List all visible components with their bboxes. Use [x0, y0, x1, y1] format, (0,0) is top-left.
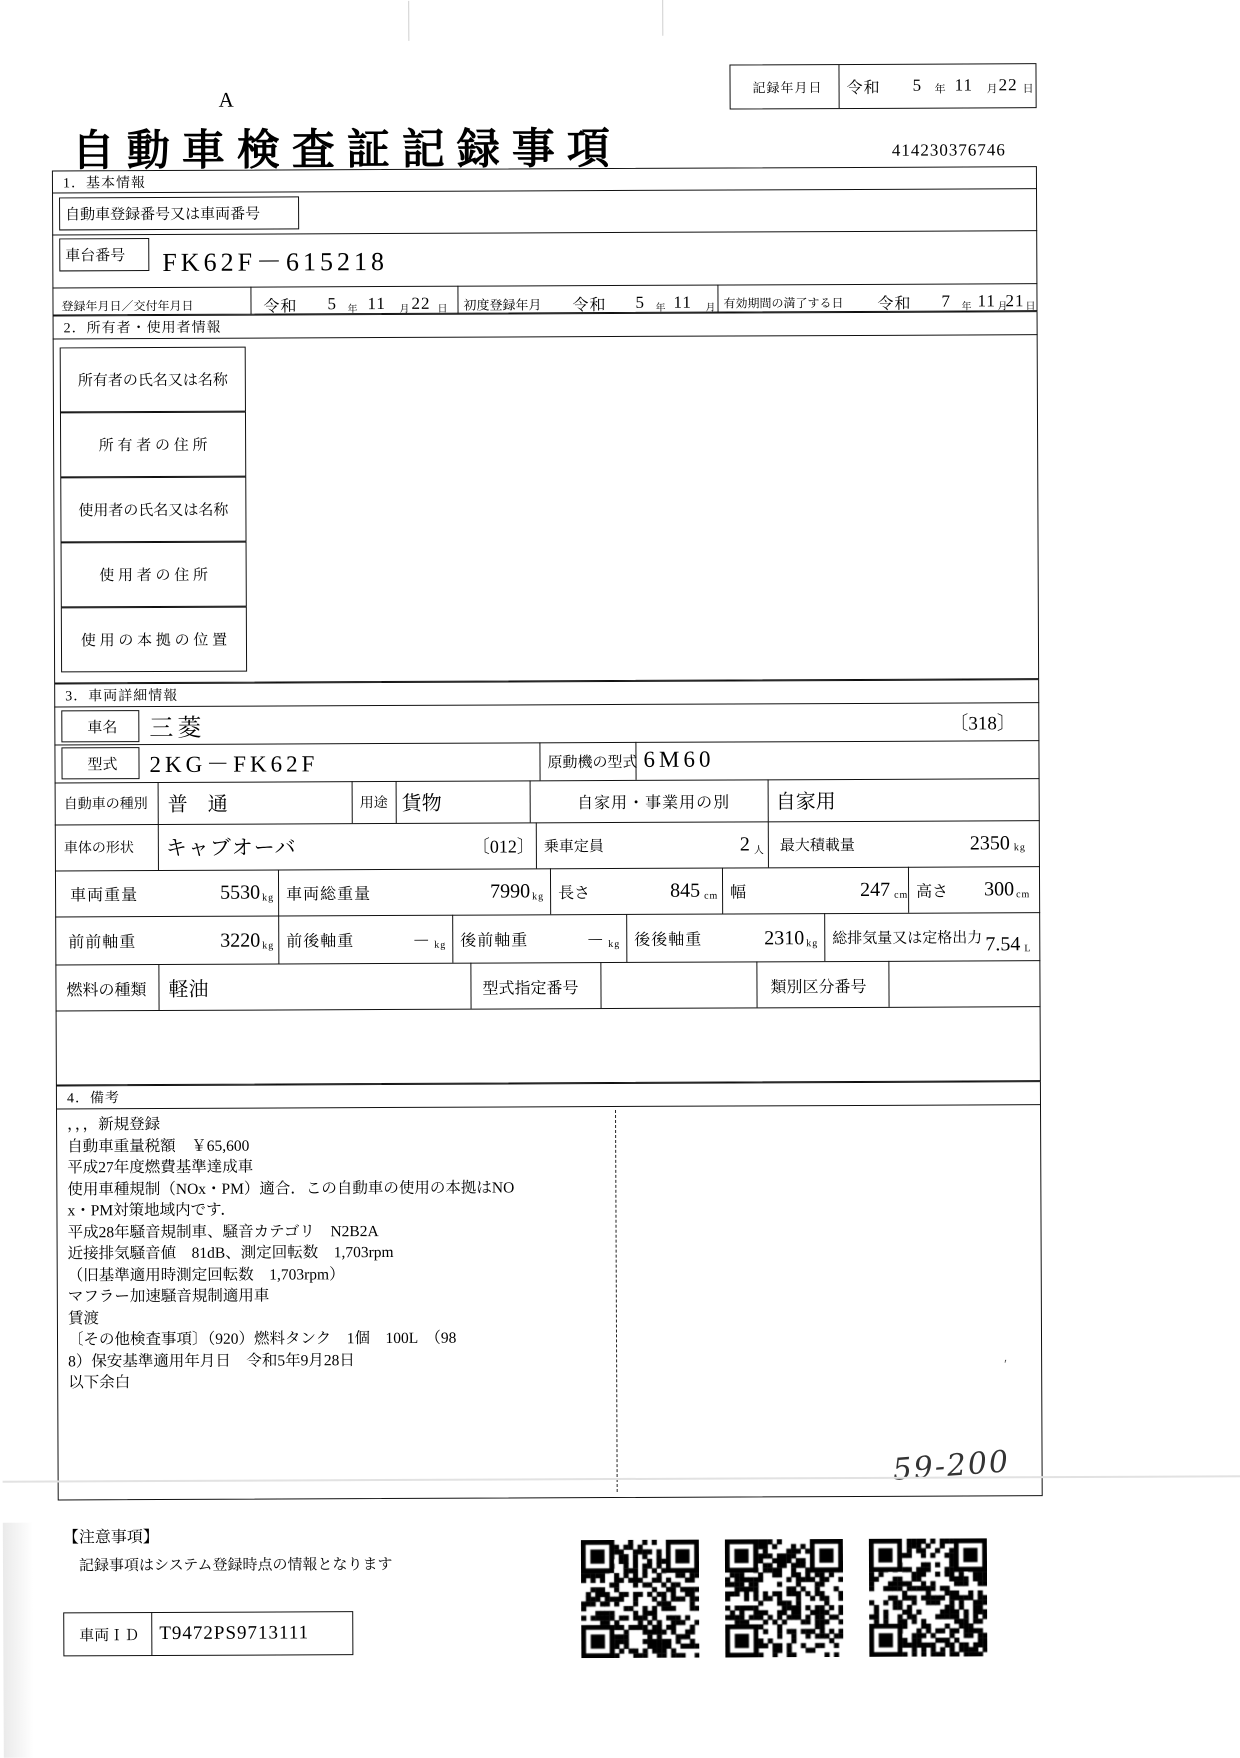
- first-reg-year: 5: [635, 292, 646, 312]
- axle-ff-unit: kg: [262, 940, 275, 952]
- gross-weight-value: 7990: [490, 879, 531, 903]
- user-address-label: 使 用 者 の 住 所: [99, 567, 209, 585]
- engine-model-value: 6M60: [643, 746, 715, 772]
- capacity-value: 2: [739, 832, 750, 855]
- chassis-value: FK62F－615218: [162, 246, 389, 277]
- reg-no-label: 自動車登録番号又は車両番号: [65, 206, 261, 224]
- remarks-text: [67, 1112, 608, 1394]
- remarks-line: 平成28年騒音規制車、騒音カテゴリ N2B2A: [67, 1222, 379, 1241]
- user-address-value: [255, 538, 1005, 606]
- owner-name-label: 所有者の氏名又は名称: [77, 372, 228, 390]
- length-value: 845: [670, 879, 701, 902]
- axle-rr-value: 2310: [764, 926, 805, 949]
- height-unit: cm: [1016, 888, 1031, 900]
- notice-heading: 【注意事項】: [62, 1529, 159, 1547]
- gross-weight-label: 車両総重量: [286, 885, 372, 903]
- record-date-day-unit: 日: [1022, 83, 1035, 96]
- expiry-day-unit: 日: [1025, 300, 1037, 312]
- record-date-day: 22: [998, 75, 1018, 95]
- weight-value: 5530: [220, 881, 261, 904]
- qr-code-1: [581, 1540, 700, 1659]
- page-mark: A: [218, 87, 235, 112]
- reg-date-day-unit: 日: [437, 303, 449, 315]
- fuel-value: 軽油: [168, 978, 209, 1001]
- remarks-line: x・PM対策地域内です．: [67, 1201, 236, 1220]
- first-reg-month-unit: 月: [705, 302, 717, 314]
- chassis-label: 車台番号: [65, 248, 126, 265]
- reg-date-day: 22: [411, 293, 431, 313]
- axle-rf-value: －: [586, 930, 605, 951]
- expiry-year-unit: 年: [961, 300, 973, 313]
- record-date-year: 5: [912, 75, 923, 95]
- document-number: 414230376746: [891, 140, 1006, 160]
- capacity-unit: 人: [753, 844, 765, 856]
- section3-heading: 3．車両詳細情報: [65, 688, 179, 705]
- axle-ff-value: 3220: [220, 929, 261, 952]
- user-name-label: 使用者の氏名又は名称: [78, 502, 229, 520]
- reg-date-month: 11: [367, 294, 386, 314]
- expiry-label: 有効期間の満了する日: [723, 295, 844, 311]
- remarks-line: 近接排気騒音値 81dB、測定回転数 1,703rpm: [67, 1243, 394, 1263]
- record-date-month: 11: [954, 75, 973, 95]
- remarks-line: マフラー加速騒音規制適用車: [67, 1287, 270, 1306]
- type-designation-label: 型式指定番号: [482, 979, 579, 998]
- max-load-value: 2350: [969, 831, 1010, 854]
- expiry-era: 令和: [877, 295, 912, 313]
- engine-model-label: 原動機の型式: [547, 754, 638, 771]
- displacement-value: 7.54: [985, 932, 1021, 955]
- width-value: 247: [860, 878, 891, 901]
- length-label: 長さ: [558, 884, 591, 902]
- width-label: 幅: [730, 883, 747, 902]
- first-reg-year-unit: 年: [655, 302, 667, 314]
- owner-address-label: 所 有 者 の 住 所: [98, 437, 208, 455]
- displacement-unit: L: [1024, 942, 1032, 954]
- axle-rf-unit: kg: [608, 938, 621, 950]
- type-designation-value: [608, 963, 748, 1006]
- axle-fr-unit: kg: [434, 939, 447, 951]
- section4-heading: 4．備考: [66, 1091, 120, 1107]
- record-date-year-unit: 年: [934, 83, 947, 96]
- stray-mark: ′: [1004, 1356, 1008, 1372]
- expiry-month: 11: [977, 291, 996, 311]
- reg-date-year-unit: 年: [347, 303, 359, 315]
- class-division-label: 類別区分番号: [770, 978, 867, 996]
- page-title: 自動車検査証記録事項: [71, 125, 622, 176]
- remarks-line: ，，，新規登録: [67, 1116, 161, 1134]
- model-label: 型式: [87, 756, 118, 773]
- first-reg-era: 令和: [572, 296, 607, 314]
- car-name-value: 三菱: [149, 715, 206, 742]
- axle-rf-label: 後前軸重: [460, 931, 529, 950]
- record-date-label: 記録年月日: [752, 79, 823, 95]
- body-shape-value: キャブオーバ: [165, 835, 297, 860]
- reg-date-year: 5: [327, 294, 338, 314]
- use-value: 貨物: [401, 792, 442, 815]
- weight-label: 車両重量: [70, 886, 139, 904]
- first-reg-label: 初度登録年月: [463, 296, 542, 313]
- user-name-value: [254, 473, 1004, 541]
- remarks-line: 8）保安基準適用年月日 令和5年9月28日: [68, 1351, 355, 1370]
- expiry-year: 7: [941, 291, 952, 311]
- remarks-line: 平成27年度燃費基準達成車: [67, 1158, 254, 1177]
- axle-rr-label: 後後軸重: [634, 931, 703, 949]
- width-unit: cm: [894, 889, 909, 901]
- vehicle-id-label: 車両ＩＤ: [79, 1627, 140, 1644]
- vehicle-kind-value: 普 通: [167, 793, 228, 816]
- base-location-label: 使 用 の 本 拠 の 位 置: [80, 632, 228, 650]
- private-biz-label: 自家用・事業用の別: [577, 794, 731, 812]
- qr-code-3: [869, 1538, 988, 1657]
- reg-date-era: 令和: [263, 297, 298, 316]
- fuel-label: 燃料の種類: [66, 981, 147, 999]
- reg-no-value: [307, 194, 1007, 228]
- axle-rr-unit: kg: [806, 937, 819, 949]
- expiry-day: 21: [1005, 291, 1025, 311]
- vehicle-id-value: T9472PS9713111: [159, 1622, 310, 1645]
- record-date-era: 令和: [846, 79, 881, 97]
- max-load-label: 最大積載量: [779, 837, 855, 854]
- expiry-month-unit: 月: [997, 300, 1009, 312]
- vehicle-kind-label: 自動車の種別: [63, 797, 148, 813]
- axle-fr-value: －: [412, 930, 431, 951]
- first-reg-month: 11: [673, 292, 692, 312]
- section1-heading: 1．基本情報: [62, 176, 147, 192]
- record-date-month-unit: 月: [986, 83, 999, 96]
- body-shape-label: 車体の形状: [63, 841, 134, 857]
- axle-fr-label: 前後軸重: [286, 932, 355, 950]
- car-name-code: 〔318〕: [949, 712, 1016, 735]
- reg-date-month-unit: 月: [399, 303, 411, 315]
- notice-text: 記録事項はシステム登録時点の情報となります: [78, 1556, 393, 1575]
- model-value: 2KG－FK62F: [149, 750, 319, 777]
- class-division-value: [896, 962, 1036, 1005]
- owner-name-value: [254, 343, 1004, 411]
- remarks-line: 使用車種規制（NOx・PM）適合．この自動車の使用の本拠はNO: [67, 1178, 515, 1198]
- private-biz-value: 自家用: [775, 790, 836, 813]
- height-label: 高さ: [916, 883, 949, 901]
- use-label: 用途: [359, 796, 388, 812]
- displacement-label: 総排気量又は定格出力: [832, 929, 983, 947]
- remarks-line: （旧基準適用時測定回転数 1,703rpm）: [67, 1265, 345, 1284]
- remarks-line: 以下余白: [68, 1374, 131, 1392]
- car-name-label: 車名: [87, 719, 118, 736]
- capacity-label: 乗車定員: [543, 838, 604, 855]
- remarks-line: 〔その他検査事項〕（920）燃料タンク 1個 100L （98: [67, 1329, 457, 1349]
- handwritten-note: 59-200: [891, 1444, 1012, 1488]
- remarks-line: 賃渡: [67, 1309, 99, 1327]
- axle-ff-label: 前前軸重: [68, 933, 137, 951]
- max-load-unit: kg: [1013, 841, 1026, 853]
- body-shape-code: 〔012〕: [471, 836, 535, 857]
- gross-weight-unit: kg: [532, 890, 545, 902]
- base-location-value: [255, 603, 1005, 671]
- weight-unit: kg: [262, 892, 275, 904]
- owner-address-value: [254, 408, 1004, 476]
- height-value: 300: [984, 877, 1015, 900]
- qr-code-2: [725, 1539, 844, 1658]
- reg-date-label: 登録年月日／交付年月日: [61, 298, 194, 313]
- section2-heading: 2．所有者・使用者情報: [63, 320, 222, 337]
- length-unit: cm: [704, 890, 719, 902]
- remarks-line: 自動車重量税額 ￥65,600: [67, 1137, 250, 1155]
